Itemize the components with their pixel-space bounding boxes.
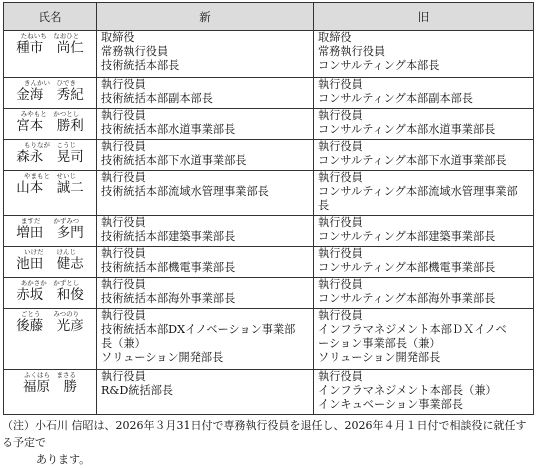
old-position-line: インフラマネジメント本部ＤＸイノベ [318,323,507,336]
new-position-line: 技術統括本部DXイノベーション事業部 [101,323,296,336]
new-position-line: 執行役員 [101,370,146,383]
old-position-line: 執行役員 [318,247,363,260]
new-position-line: 執行役員 [101,278,146,291]
name-reading: やまもと せいじ [24,172,76,180]
person-name: 増田 多門 [16,225,84,241]
old-position-line: 執行役員 [318,78,363,91]
old-position-line: 執行役員 [318,278,363,291]
new-position-cell [97,309,314,370]
new-position-line: 執行役員 [101,216,146,229]
name-reading: きんかい ひでき [24,79,76,87]
old-position-cell [314,309,534,370]
old-position-line: 執行役員 [318,109,363,122]
person-cell [4,171,97,216]
person-name: 種市 尚仁 [16,40,84,56]
new-position-cell [97,216,314,247]
person-cell [4,216,97,247]
table-row [4,309,534,370]
new-position-cell [97,171,314,216]
person-cell [4,140,97,171]
new-position-line: 技術統括本部水道事業部長 [101,123,236,136]
new-position-line: 技術統括本部長 [101,59,180,72]
old-position-line: ソリューション開発部長 [318,351,441,364]
new-position-line: 技術統括本部機電事業部長 [101,261,236,274]
old-position-cell [314,171,534,216]
name-reading: もりなが こうじ [24,141,76,149]
person-name: 池田 健志 [16,256,84,272]
new-position-cell [97,140,314,171]
person-cell [4,78,97,109]
new-position-line: 常務執行役員 [101,45,169,58]
footnote [2,417,534,468]
old-position-cell [314,247,534,278]
table-row [4,278,534,309]
new-position-line: 技術統括本部副本部長 [101,92,213,105]
old-position-line: 執行役員 [318,370,363,383]
old-position-line: コンサルティング本部建築事業部長 [318,230,496,243]
name-reading: ふくはら まさる [24,371,76,379]
old-position-line: 執行役員 [318,171,363,184]
old-position-line: インキュベーション事業部長 [318,398,463,411]
table-row [4,171,534,216]
old-position-line: コンサルティング本部長 [318,59,440,72]
new-position-line: 執行役員 [101,140,146,153]
new-position-line: 取締役 [101,31,135,44]
person-name: 宮本 勝利 [16,118,84,134]
new-position-cell [97,109,314,140]
new-position-line: 技術統括本部建築事業部長 [101,230,236,243]
old-position-line: コンサルティング本部水道事業部長 [318,123,496,136]
header-name: 氏名 [4,3,97,31]
footnote-line-1: （注）小石川 信昭は、2026年３月31日付で専務執行役員を退任し、2026年４月１日付で相談役に就任する予定で [2,419,527,449]
table-row [4,216,534,247]
person-cell [4,370,97,415]
table-row [4,140,534,171]
old-position-line: 執行役員 [318,309,363,322]
new-position-line: 執行役員 [101,109,146,122]
new-position-line: 執行役員 [101,171,146,184]
person-cell [4,278,97,309]
old-position-cell [314,31,534,78]
new-position-line: ソリューション開発部長 [101,351,224,364]
header-old: 旧 [314,3,534,31]
name-reading: いけだ けんじ [24,248,76,256]
name-reading: たねいち なおひと [20,32,80,40]
new-position-line: 執行役員 [101,247,146,260]
old-position-cell [314,140,534,171]
old-position-line: コンサルティング本部副本部長 [318,92,473,105]
personnel-table [3,2,534,415]
table-row [4,247,534,278]
table-row [4,78,534,109]
new-position-cell [97,247,314,278]
new-position-line: 技術統括本部海外事業部長 [101,292,236,305]
person-name: 後藤 光彦 [16,318,84,334]
person-name: 山本 誠二 [16,180,84,196]
old-position-line: 長 [318,199,330,212]
new-position-line: 技術統括本部流域水管理事業部長 [101,185,269,198]
header-row [4,3,534,31]
old-position-cell [314,78,534,109]
new-position-line: 執行役員 [101,78,146,91]
new-position-line: R&D統括部長 [101,384,174,397]
new-position-cell [97,370,314,415]
old-position-line: コンサルティング本部海外事業部長 [318,292,496,305]
footnote-line-2: あります。 [36,453,91,466]
person-name: 森永 晃司 [16,149,84,165]
new-position-cell [97,78,314,109]
name-reading: みやもと かつとし [20,110,80,118]
old-position-cell [314,216,534,247]
old-position-line: 執行役員 [318,216,363,229]
person-cell [4,247,97,278]
table-body [4,31,534,415]
old-position-line: 取締役 [318,31,352,44]
person-name: 赤坂 和俊 [16,287,84,303]
person-name: 福原 勝 [23,379,77,395]
person-cell [4,109,97,140]
old-position-line: コンサルティング本部機電事業部長 [318,261,496,274]
new-position-cell [97,278,314,309]
person-name: 金海 秀紀 [16,87,84,103]
old-position-line: 執行役員 [318,140,363,153]
old-position-line: コンサルティング本部下水道事業部長 [318,154,507,167]
old-position-cell [314,370,534,415]
name-reading: ごとう みつのり [20,310,80,318]
new-position-line: 技術統括本部下水道事業部長 [101,154,247,167]
person-cell [4,31,97,78]
old-position-line: インフラマネジメント本部長（兼） [318,384,497,397]
table-row [4,109,534,140]
name-reading: あかさか かずとし [20,279,80,287]
table-row [4,370,534,415]
new-position-line: 執行役員 [101,309,146,322]
name-reading: ますだ かずみつ [20,217,80,225]
header-new: 新 [97,3,314,31]
table-row [4,31,534,78]
old-position-line: 常務執行役員 [318,45,386,58]
old-position-cell [314,109,534,140]
old-position-line: コンサルティング本部流域水管理事業部 [318,185,518,198]
new-position-cell [97,31,314,78]
old-position-cell [314,278,534,309]
person-cell [4,309,97,370]
new-position-line: 長（兼） [101,337,146,350]
old-position-line: ーション事業部長（兼） [318,337,441,350]
personnel-change-sheet [3,2,533,415]
